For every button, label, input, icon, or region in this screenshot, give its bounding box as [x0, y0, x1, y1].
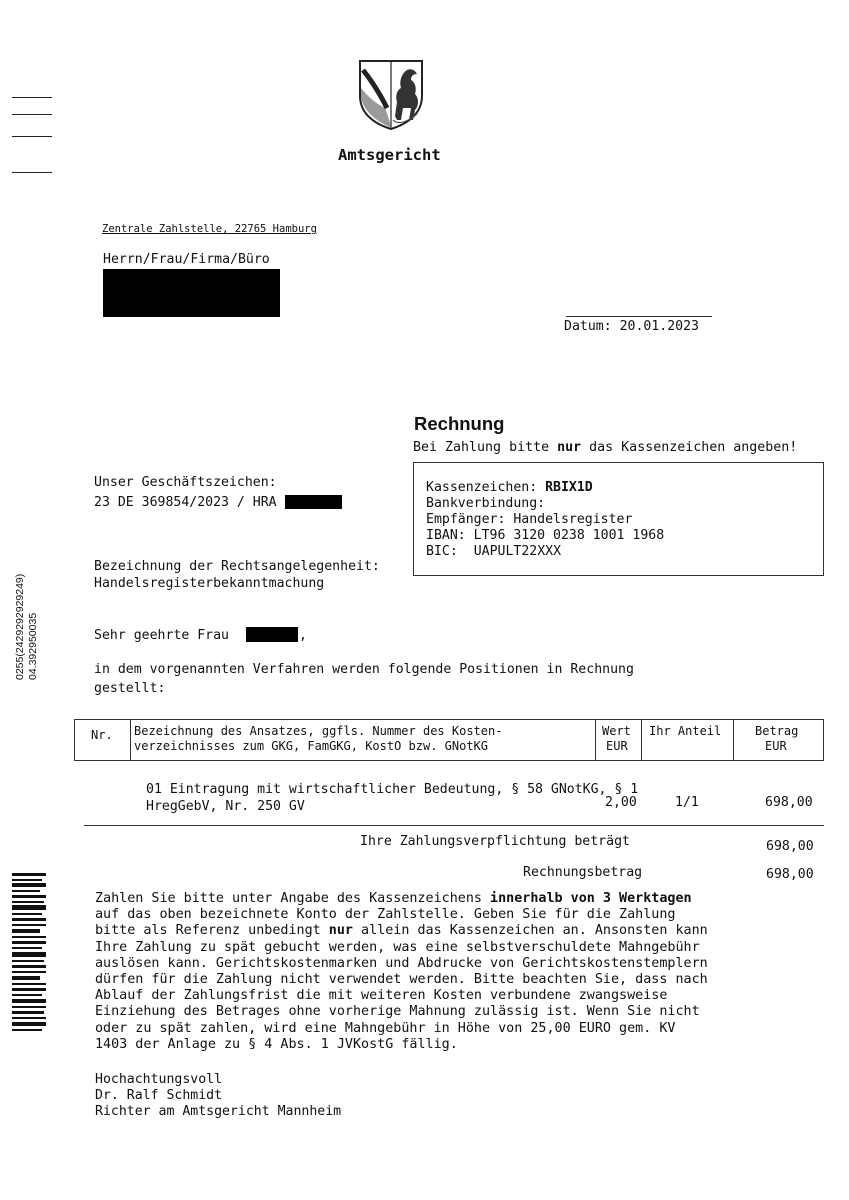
invoice-total-value: 698,00	[766, 867, 814, 882]
th-nr: Nr.	[91, 728, 113, 742]
kassenzeichen-line	[426, 480, 593, 495]
margin-code-line-2: 04.392950035	[27, 612, 39, 680]
invoice-payment-note	[413, 440, 797, 455]
th-desc-1: Bezeichnung des Ansatzes, ggfls. Nummer des Kosten-	[134, 724, 503, 738]
body-line-6: dürfen für die Zahlung nicht verwendet werden. Bitte beachten Sie, dass nach	[95, 972, 708, 988]
intro-line-2: gestellt:	[94, 681, 166, 696]
closing-title: Richter am Amtsgericht Mannheim	[95, 1104, 342, 1119]
margin-code	[14, 574, 40, 680]
matter-label: Bezeichnung der Rechtsangelegenheit:	[94, 559, 380, 574]
invoice-total-label: Rechnungsbetrag	[523, 865, 643, 880]
body-line-10: 1403 der Anlage zu § 4 Abs. 1 JVKostG fällig.	[95, 1036, 458, 1052]
reference-value: 23 DE 369854/2023 / HRA	[94, 495, 277, 510]
closing-regards: Hochachtungsvoll	[95, 1072, 223, 1087]
body-line-8: Einziehung des Betrages ohne vorherige Mahnung zulässig ist. Wenn Sie nicht	[95, 1004, 700, 1020]
matter-value: Handelsregisterbekanntmachung	[94, 576, 325, 591]
fold-mark-3	[12, 136, 52, 137]
recipient-bank: Empfänger: Handelsregister	[426, 512, 633, 527]
redacted-address-block	[103, 269, 280, 317]
th-wert-2: EUR	[606, 739, 628, 753]
row-1-wert: 2,00	[605, 795, 637, 810]
coat-of-arms-icon	[357, 58, 425, 132]
kassenzeichen-value: RBIX1D	[545, 480, 593, 495]
note-text-2: das Kassenzeichen angeben!	[589, 440, 798, 455]
bic-label: BIC:	[426, 544, 458, 559]
date-value: 20.01.2023	[619, 319, 699, 334]
reference-label: Unser Geschäftszeichen:	[94, 475, 277, 490]
th-betrag-2: EUR	[765, 739, 787, 753]
iban: IBAN: LT96 3120 0238 1001 1968	[426, 528, 665, 543]
date-rule	[566, 316, 712, 317]
table-header	[74, 719, 824, 761]
body-line-4: Ihre Zahlung zu spät gebucht werden, was eine selbstverschuldete Mahngebühr	[95, 939, 700, 955]
row-1-desc-line1: 01 Eintragung mit wirtschaftlicher Bedeutung, § 58 GNotKG, § 1	[146, 782, 639, 797]
greeting-comma: ,	[299, 628, 307, 643]
fold-mark-2	[12, 114, 52, 115]
fold-mark-1	[12, 97, 52, 98]
body-line-7: Ablauf der Zahlungsfrist die mit weiteren Kosten verbundene zwangsweise	[95, 988, 668, 1004]
body-line-9: oder zu spät zahlen, wird eine Mahngebühr in Höhe von 25,00 EURO gem. KV	[95, 1020, 676, 1036]
redacted-hra-number	[285, 495, 342, 509]
th-anteil: Ihr Anteil	[649, 724, 722, 738]
note-text-1: Bei Zahlung bitte	[413, 440, 550, 455]
body-line-3: bitte als Referenz unbedingt nur allein das Kassenzeichen an. Ansonsten kann	[95, 923, 708, 939]
court-title: Amtsgericht	[338, 146, 441, 164]
bic-line	[426, 544, 561, 559]
obligation-label: Ihre Zahlungsverpflichtung beträgt	[360, 834, 630, 849]
recipient-line: Herrn/Frau/Firma/Büro	[103, 252, 270, 267]
date-field	[564, 319, 699, 334]
sender-line: Zentrale Zahlstelle, 22765 Hamburg	[102, 223, 317, 235]
payment-instructions	[95, 891, 815, 1053]
invoice-title: Rechnung	[414, 413, 505, 434]
intro-line-1: in dem vorgenannten Verfahren werden folgende Positionen in Rechnung	[94, 662, 634, 677]
row-1-anteil: 1/1	[675, 795, 699, 810]
row-1-betrag: 698,00	[765, 795, 813, 810]
redacted-name	[246, 627, 298, 642]
th-betrag-1: Betrag	[755, 724, 799, 738]
margin-code-line-1: 0255(2429292929249)	[14, 573, 26, 680]
greeting-text: Sehr geehrte Frau	[94, 628, 229, 643]
body-line-5: auslösen kann. Gerichtskostenmarken und Abdrucke von Gerichtskostenstemplern	[95, 955, 708, 971]
barcode-icon	[12, 873, 46, 1033]
kassenzeichen-label: Kassenzeichen:	[426, 480, 538, 495]
obligation-value: 698,00	[766, 839, 814, 854]
body-line-2: auf das oben bezeichnete Konto der Zahlstelle. Geben Sie für die Zahlung	[95, 907, 676, 923]
table-divider	[84, 825, 824, 826]
closing-name: Dr. Ralf Schmidt	[95, 1088, 223, 1103]
row-1-desc-line2: HregGebV, Nr. 250 GV	[146, 799, 305, 814]
note-text-bold: nur	[557, 440, 582, 455]
greeting	[94, 628, 229, 643]
bic-value: UAPULT22XXX	[473, 544, 562, 559]
body-line-1: Zahlen Sie bitte unter Angabe des Kassenzeichens innerhalb von 3 Werktagen	[95, 891, 692, 906]
bank-label: Bankverbindung:	[426, 496, 546, 511]
date-label: Datum:	[564, 319, 612, 334]
fold-mark-4	[12, 172, 52, 173]
th-desc-2: verzeichnisses zum GKG, FamGKG, KostO bzw. GNotKG	[134, 739, 489, 753]
th-wert-1: Wert	[602, 724, 631, 738]
